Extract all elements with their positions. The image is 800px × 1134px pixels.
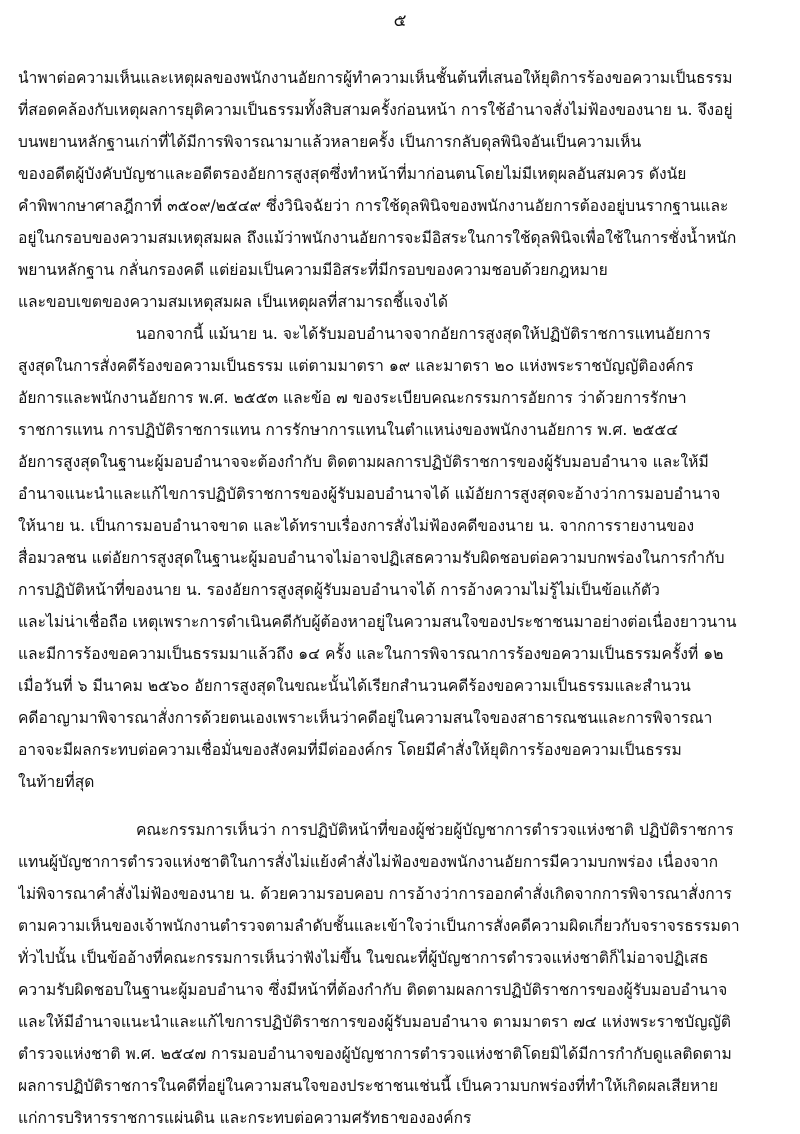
- paragraph-3: [18, 814, 782, 1134]
- paragraph-line: นอกจากนี้ แม้นาย น. จะได้รับมอบอำนาจจากอัยการสูงสุดให้ปฏิบัติราชการแทนอัยการ: [136, 325, 711, 343]
- paragraph-1: [18, 62, 782, 318]
- paragraph-line: และขอบเขตของความสมเหตุสมผล เป็นเหตุผลที่สามารถชี้แจงได้: [18, 293, 448, 311]
- paragraph-line: ในท้ายที่สุด: [18, 773, 95, 791]
- paragraph-line: ตำรวจแห่งชาติ พ.ศ. ๒๕๔๗ การมอบอำนาจของผู้บัญชาการตำรวจแห่งชาติโดยมิได้มีการกำกับดูแลติดตาม: [18, 1045, 732, 1063]
- paragraph-line: อาจจะมีผลกระทบต่อความเชื่อมั่นของสังคมที่มีต่อองค์กร โดยมีคำสั่งให้ยุติการร้องขอความเป็นธรรม: [18, 741, 682, 759]
- paragraph-line: นำพาต่อความเห็นและเหตุผลของพนักงานอัยการผู้ทำความเห็นชั้นต้นที่เสนอให้ยุติการร้องขอความเป็นธรรม: [18, 69, 733, 87]
- paragraph-line: เมื่อวันที่ ๖ มีนาคม ๒๕๖๐ อัยการสูงสุดในขณะนั้นได้เรียกสำนวนคดีร้องขอความเป็นธรรมและสำนวน: [18, 677, 691, 695]
- paragraph-line: แทนผู้บัญชาการตำรวจแห่งชาติในการสั่งไม่แย้งคำสั่งไม่ฟ้องของพนักงานอัยการมีความบกพร่อง เนื่องจาก: [18, 853, 719, 871]
- paragraph-line: อยู่ในกรอบของความสมเหตุสมผล ถึงแม้ว่าพนักงานอัยการจะมีอิสระในการใช้ดุลพินิจเพื่อใช้ในการชั่งน้ำหนัก: [18, 229, 737, 247]
- paragraph-line: การปฏิบัติหน้าที่ของนาย น. รองอัยการสูงสุดผู้รับมอบอำนาจได้ การอ้างความไม่รู้ไม่เป็นข้อแก้ตัว: [18, 581, 660, 599]
- paragraph-line: ของอดีตผู้บังคับบัญชาและอดีตรองอัยการสูงสุดซึ่งทำหน้าที่มาก่อนตนโดยไม่มีเหตุผลอันสมควร ดังนัย: [18, 165, 687, 183]
- paragraph-line: สื่อมวลชน แต่อัยการสูงสุดในฐานะผู้มอบอำนาจไม่อาจปฏิเสธความรับผิดชอบต่อความบกพร่องในการกำกับ: [18, 549, 725, 567]
- paragraph-spacer: [18, 798, 782, 814]
- paragraph-line: และให้มีอำนาจแนะนำและแก้ไขการปฏิบัติราชการของผู้รับมอบอำนาจ ตามมาตรา ๗๔ แห่งพระราชบัญญัติ: [18, 1013, 731, 1031]
- paragraph-line: ตามความเห็นของเจ้าพนักงานตำรวจตามลำดับชั้นและเข้าใจว่าเป็นการสั่งคดีความผิดเกี่ยวกับจราจรธรรมดา: [18, 917, 740, 935]
- paragraph-line: แก่การบริหารราชการแผ่นดิน และกระทบต่อความศรัทธาขององค์กร: [18, 1109, 472, 1127]
- paragraph-2: [18, 318, 782, 798]
- paragraph-line: ราชการแทน การปฏิบัติราชการแทน การรักษาการแทนในตำแหน่งของพนักงานอัยการ พ.ศ. ๒๕๕๔: [18, 421, 679, 439]
- paragraph-line: ทั่วไปนั้น เป็นข้ออ้างที่คณะกรรมการเห็นว่าฟังไม่ขึ้น ในขณะที่ผู้บัญชาการตำรวจแห่งชาติก็ไม่อาจปฏิเสธ: [18, 949, 709, 967]
- paragraph-line: คดีอาญามาพิจารณาสั่งการด้วยตนเองเพราะเห็นว่าคดีอยู่ในความสนใจของสาธารณชนและการพิจารณา: [18, 709, 713, 727]
- paragraph-line: และไม่น่าเชื่อถือ เหตุเพราะการดำเนินคดีกับผู้ต้องหาอยู่ในความสนใจของประชาชนมาอย่างต่อเนื่องยาวนาน: [18, 613, 737, 631]
- paragraph-line: คณะกรรมการเห็นว่า การปฏิบัติหน้าที่ของผู้ช่วยผู้บัญชาการตำรวจแห่งชาติ ปฏิบัติราชการ: [136, 821, 734, 839]
- page-number: ๕: [393, 11, 407, 31]
- paragraph-line: บนพยานหลักฐานเก่าที่ได้มีการพิจารณามาแล้วหลายครั้ง เป็นการกลับดุลพินิจอันเป็นความเห็น: [18, 133, 642, 151]
- body-text: [18, 62, 782, 1134]
- paragraph-line: คำพิพากษาศาลฎีกาที่ ๓๕๐๙/๒๕๔๙ ซึ่งวินิจฉัยว่า การใช้ดุลพินิจของพนักงานอัยการต้องอยู่บนรากฐานและ: [18, 197, 729, 215]
- paragraph-line: ให้นาย น. เป็นการมอบอำนาจขาด และได้ทราบเรื่องการสั่งไม่ฟ้องคดีของนาย น. จากการรายงานของ: [18, 517, 695, 535]
- paragraph-line: อัยการและพนักงานอัยการ พ.ศ. ๒๕๕๓ และข้อ ๗ ของระเบียบคณะกรรมการอัยการ ว่าด้วยการรักษา: [18, 389, 687, 407]
- paragraph-line: ไม่พิจารณาคำสั่งไม่ฟ้องของนาย น. ด้วยความรอบคอบ การอ้างว่าการออกคำสั่งเกิดจากการพิจารณาสั่งการ: [18, 885, 732, 903]
- paragraph-line: ผลการปฏิบัติราชการในคดีที่อยู่ในความสนใจของประชาชนเช่นนี้ เป็นความบกพร่องที่ทำให้เกิดผลเสียหาย: [18, 1077, 719, 1095]
- paragraph-line: สูงสุดในการสั่งคดีร้องขอความเป็นธรรม แต่ตามมาตรา ๑๙ และมาตรา ๒๐ แห่งพระราชบัญญัติองค์กร: [18, 357, 694, 375]
- paragraph-line: อัยการสูงสุดในฐานะผู้มอบอำนาจจะต้องกำกับ ติดตามผลการปฏิบัติราชการของผู้รับมอบอำนาจ และให้มี: [18, 453, 709, 471]
- paragraph-line: ที่สอดคล้องกับเหตุผลการยุติความเป็นธรรมทั้งสิบสามครั้งก่อนหน้า การใช้อำนาจสั่งไม่ฟ้องของนาย น. จึงอยู่: [18, 101, 733, 119]
- paragraph-line: และมีการร้องขอความเป็นธรรมมาแล้วถึง ๑๔ ครั้ง และในการพิจารณาการร้องขอความเป็นธรรมครั้งที่ ๑๒: [18, 645, 724, 663]
- paragraph-line: ความรับผิดชอบในฐานะผู้มอบอำนาจ ซึ่งมีหน้าที่ต้องกำกับ ติดตามผลการปฏิบัติราชการของผู้รับมอบอำนาจ: [18, 981, 728, 999]
- paragraph-line: อำนาจแนะนำและแก้ไขการปฏิบัติราชการของผู้รับมอบอำนาจได้ แม้อัยการสูงสุดจะอ้างว่าการมอบอำนาจ: [18, 485, 721, 503]
- paragraph-line: พยานหลักฐาน กลั่นกรองคดี แต่ย่อมเป็นความมีอิสระที่มีกรอบของความชอบด้วยกฎหมาย: [18, 261, 608, 279]
